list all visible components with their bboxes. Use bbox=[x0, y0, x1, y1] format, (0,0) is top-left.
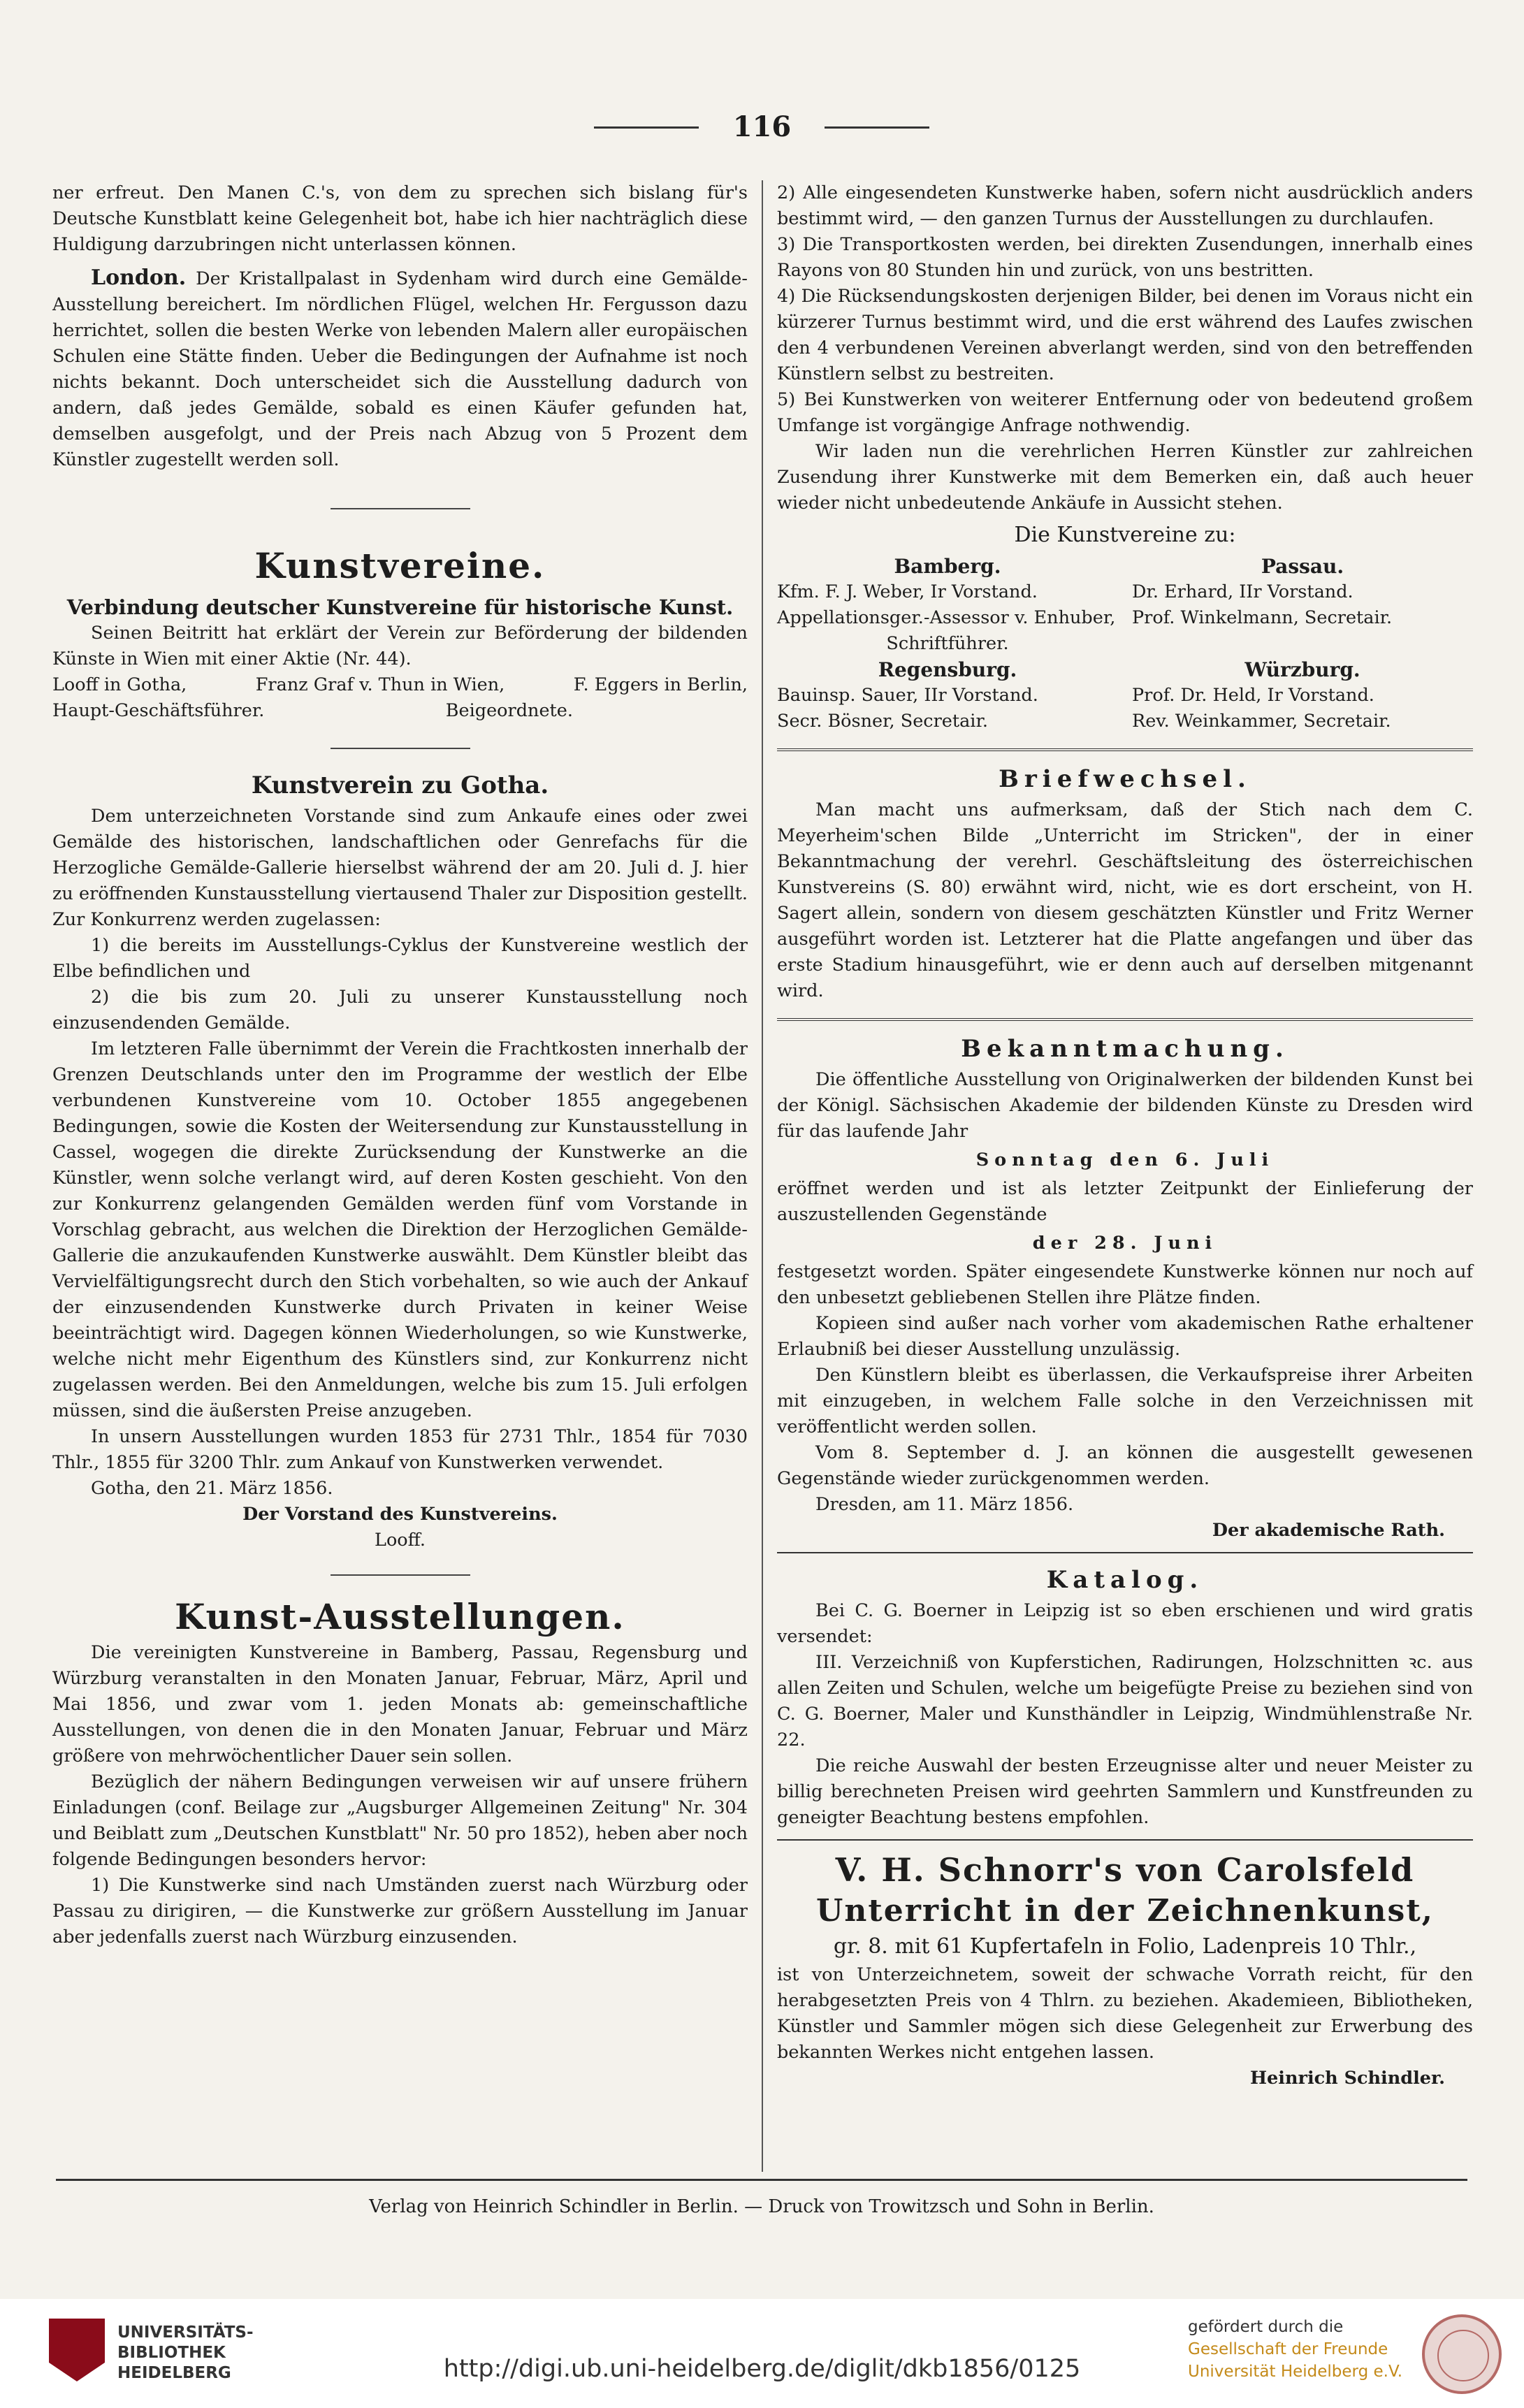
ka-list-2: 2) Alle eingesendeten Kunstwerke haben, sofern nicht ausdrücklich anders bestimmt wird, — den ganzen Turnus der Ausstellungen zu durchlaufen. bbox=[777, 182, 1473, 229]
regensburg-member-1: Bauinsp. Sauer, IIr Vorstand. bbox=[777, 685, 1038, 706]
katalog-paragraph-1: Bei C. G. Boerner in Leipzig ist so eben erschienen und wird gratis versendet: bbox=[777, 1600, 1473, 1647]
page-number: 116 bbox=[732, 110, 792, 143]
passau-member-2: Prof. Winkelmann, Secretair. bbox=[1132, 607, 1393, 628]
separator bbox=[331, 508, 470, 509]
ka-list-3: 3) Die Transportkosten werden, bei direkten Zusendungen, innerhalb eines Rayons von 80 Stunden hin und zurück, von uns bestritten. bbox=[777, 234, 1473, 281]
vereine-table bbox=[777, 553, 1473, 734]
separator-double bbox=[777, 748, 1473, 751]
bk-paragraph-4: Kopieen sind außer nach vorher vom akademischen Rathe erhaltener Erlaubniß bei dieser Ausstellung unzulässig. bbox=[777, 1313, 1473, 1360]
column-divider bbox=[762, 180, 763, 2172]
page-number-rule-right bbox=[825, 126, 929, 129]
library-name-line-3: HEIDELBERG bbox=[117, 2364, 231, 2382]
library-name-line-1: UNIVERSITÄTS- bbox=[117, 2323, 254, 2342]
signers-row bbox=[52, 672, 748, 698]
gotha-paragraph-2: Im letzteren Falle übernimmt der Verein die Frachtkosten innerhalb der Grenzen Deutschlands unter den im Programme der westlich der Elbe verbundenen Kunstvereine vom 10. October 1855 angegebenen Bedingungen, sowie die Kosten der Weitersendung zur Kunstausstellung in Cassel, wogegen die direkte Zurücksendung der Kunstwerke an die Künstler, wenn solche verlangt wird, auf deren Kosten geschieht. Von den zur Konkurrenz gelangenden Gemälden werden fünf vom Vorstande in Vorschlag gebracht, aus welchen die Direktion der Herzoglichen Gemälde-Gallerie die anzukaufenden Kunstwerke auswählt. Dem Künstler bleibt das Vervielfältigungsrecht durch den Stich vorbehalten, so wie auch der Ankauf der einzusendenden Kunstwerke durch Privaten in keiner Weise beeinträchtigt wird. Dagegen können Wiederholungen, so wie Kunstwerke, welche nicht mehr Eigenthum des Künstlers sind, zur Konkurrenz nicht zugelassen werden. Bei den Anmeldungen, welche bis zum 15. Juli erfolgen müssen, sind die äußersten Preise anzugeben. bbox=[52, 1038, 748, 1421]
role-haupt: Haupt-Geschäftsführer. bbox=[52, 700, 265, 721]
schnorr-title-1: V. H. Schnorr's von Carolsfeld bbox=[835, 1851, 1415, 1889]
ka-list-5: 5) Bei Kunstwerken von weiterer Entfernung oder von bedeutend großem Umfange ist vorgängige Anfrage nothwendig. bbox=[777, 389, 1473, 436]
city-regensburg: Regensburg. bbox=[878, 658, 1017, 681]
invitation-paragraph: Wir laden nun die verehrlichen Herren Künstler zur zahlreichen Zusendung ihrer Kunstwerke mit dem Bemerken ein, daß auch heuer wieder nicht unbedeutende Ankäufe in Aussicht stehen. bbox=[777, 441, 1473, 514]
gotha-paragraph-1: Dem unterzeichneten Vorstande sind zum Ankaufe eines oder zwei Gemälde des historischen, landschaftlichen oder Genrefachs für die Herzogliche Gemälde-Gallerie hierselbst während der am 20. Juli d. J. hier zu eröffnenden Kunstausstellung viertausend Thaler zur Disposition gestellt. Zur Konkurrenz werden zugelassen: bbox=[52, 806, 748, 930]
city-bamberg: Bamberg. bbox=[894, 555, 1001, 578]
separator bbox=[331, 1574, 470, 1576]
ka-list-1: 1) Die Kunstwerke sind nach Umständen zuerst nach Würzburg oder Passau zu dirigiren, — die Kunstwerke zur größern Ausstellung im Januar aber jedenfalls zuerst nach Würzburg einzusenden. bbox=[52, 1875, 748, 1948]
library-bar bbox=[0, 2299, 1524, 2408]
seal-inner-ring bbox=[1437, 2330, 1489, 2381]
gotha-list-2: 2) die bis zum 20. Juli zu unserer Kunstausstellung noch einzusendenden Gemälde. bbox=[52, 987, 748, 1033]
sponsor-line-3: Universität Heidelberg e.V. bbox=[1188, 2363, 1403, 2381]
ka-list-4: 4) Die Rücksendungskosten derjenigen Bilder, bei denen im Voraus nicht ein kürzerer Turnus bestimmt wird, und die erst während des Laufes zwischen den 4 verbundenen Vereinen abverlangt werden, sind von den betreffenden Künstlern selbst zu bestreiten. bbox=[777, 286, 1473, 384]
kunstvereine-zu: Die Kunstvereine zu: bbox=[1014, 523, 1236, 547]
role-beigeordnete: Beigeordnete. bbox=[445, 700, 573, 721]
briefwechsel-text: Man macht uns aufmerksam, daß der Stich nach dem C. Meyerheim'schen Bilde „Unterricht im Stricken", der in einer Bekanntmachung der verehrl. Geschäftsleitung des österreichischen Kunstvereins (S. 80) erwähnt wird, nicht, wie es dort erscheint, von H. Sagert allein, sondern von diesem geschätzten Künstler und Fritz Werner ausgeführt worden ist. Letzterer hat die Platte angefangen und über das erste Stadium hinausgeführt, wie er denn auch auf derselben mitgenannt wird. bbox=[777, 799, 1473, 1001]
gotha-date: Gotha, den 21. März 1856. bbox=[91, 1478, 333, 1499]
kunstausstellungen-title: Kunst-Ausstellungen. bbox=[175, 1596, 625, 1637]
bk-date-deadline: der 28. Juni bbox=[1032, 1233, 1218, 1254]
gotha-heading: Kunstverein zu Gotha. bbox=[251, 771, 549, 799]
bk-paragraph-3: festgesetzt worden. Später eingesendete Kunstwerke können nur noch auf den unbesetzt gebliebenen Stellen ihre Plätze finden. bbox=[777, 1261, 1473, 1308]
gotha-list-1: 1) die bereits im Ausstellungs-Cyklus der Kunstvereine westlich der Elbe befindlichen und bbox=[52, 935, 748, 982]
bk-paragraph-2: eröffnet werden und ist als letzter Zeitpunkt der Einlieferung der auszustellenden Gegenstände bbox=[777, 1178, 1473, 1225]
schnorr-subtitle: gr. 8. mit 61 Kupfertafeln in Folio, Ladenpreis 10 Thlr., bbox=[833, 1934, 1417, 1959]
separator-double bbox=[777, 1018, 1473, 1021]
publisher-footer: Verlag von Heinrich Schindler in Berlin. — Druck von Trowitzsch und Sohn in Berlin. bbox=[56, 2179, 1467, 2217]
bamberg-member-1: Kfm. F. J. Weber, Ir Vorstand. bbox=[777, 581, 1038, 602]
signers-roles bbox=[52, 698, 748, 724]
wuerzburg-member-1: Prof. Dr. Held, Ir Vorstand. bbox=[1132, 685, 1374, 706]
signer-thun: Franz Graf v. Thun in Wien, bbox=[255, 674, 505, 695]
regensburg-member-2: Secr. Bösner, Secretair. bbox=[777, 711, 988, 732]
verbindung-heading: Verbindung deutscher Kunstvereine für historische Kunst. bbox=[66, 595, 734, 619]
london-paragraph bbox=[52, 265, 748, 473]
kunstvereine-title: Kunstvereine. bbox=[254, 545, 546, 586]
separator bbox=[331, 748, 470, 749]
bamberg-member-role: Schriftführer. bbox=[886, 633, 1009, 654]
intro-paragraph: ner erfreut. Den Manen C.'s, von dem zu sprechen sich bislang für's Deutsche Kunstblatt keine Gelegenheit bot, habe ich hier nachträglich diese Huldigung darzubringen nicht unterlassen können. bbox=[52, 182, 748, 255]
bamberg-member-2: Appellationsger.-Assessor v. Enhuber, bbox=[777, 607, 1116, 628]
separator bbox=[777, 1839, 1473, 1841]
bekanntmachung-title: Bekanntmachung. bbox=[961, 1035, 1289, 1063]
gotha-signer-name: Looff. bbox=[375, 1530, 426, 1551]
signer-looff: Looff in Gotha, bbox=[52, 674, 187, 695]
bk-date: Dresden, am 11. März 1856. bbox=[815, 1494, 1074, 1515]
sponsor-line-1: gefördert durch die bbox=[1188, 2318, 1344, 2336]
london-heading: London. bbox=[91, 266, 187, 290]
university-seal-icon bbox=[1422, 2314, 1502, 2394]
gotha-paragraph-3: In unsern Ausstellungen wurden 1853 für 2731 Thlr., 1854 für 7030 Thlr., 1855 für 3200 Thlr. zum Ankauf von Kunstwerken verwendet. bbox=[52, 1426, 748, 1473]
sponsor-line-2: Gesellschaft der Freunde bbox=[1188, 2340, 1388, 2358]
bk-date-open: Sonntag den 6. Juli bbox=[975, 1149, 1275, 1170]
sponsor-text bbox=[1188, 2316, 1402, 2383]
katalog-paragraph-2: III. Verzeichniß von Kupferstichen, Radirungen, Holzschnitten ꝛc. aus allen Zeiten und Schulen, welche um beigefügte Preise zu beziehen sind von C. G. Boerner, Maler und Kunsthändler in Leipzig, Windmühlenstraße Nr. 22. bbox=[777, 1652, 1473, 1750]
permalink-url[interactable]: http://digi.ub.uni-heidelberg.de/diglit/dkb1856/0125 bbox=[443, 2355, 1081, 2383]
briefwechsel-title: Briefwechsel. bbox=[999, 765, 1251, 793]
bk-paragraph-6: Vom 8. September d. J. an können die ausgestellt gewesenen Gegenstände wieder zurückgenommen werden. bbox=[777, 1442, 1473, 1489]
gotha-signature: Der Vorstand des Kunstvereins. bbox=[242, 1504, 558, 1525]
schnorr-title-2: Unterricht in der Zeichnenkunst, bbox=[816, 1893, 1434, 1929]
right-column bbox=[777, 180, 1473, 2091]
ka-paragraph-2: Bezüglich der nähern Bedingungen verweisen wir auf unsere frühern Einladungen (conf. Beilage zur „Augsburger Allgemeinen Zeitung" Nr. 304 und Beiblatt zum „Deutschen Kunstblatt" Nr. 50 pro 1852), heben aber noch folgende Bedingungen besonders hervor: bbox=[52, 1771, 748, 1870]
bk-paragraph-1: Die öffentliche Ausstellung von Originalwerken der bildenden Kunst bei der Königl. Sächsischen Akademie der bildenden Künste zu Dresden wird für das laufende Jahr bbox=[777, 1069, 1473, 1142]
schnorr-paragraph: ist von Unterzeichnetem, soweit der schwache Vorrath reicht, für den herabgesetzten Preis von 4 Thlrn. zu beziehen. Akademieen, Bibliotheken, Künstler und Sammler mögen sich diese Gelegenheit zur Erwerbung des bekannten Werkes nicht entgehen lassen. bbox=[777, 1964, 1473, 2063]
bk-paragraph-5: Den Künstlern bleibt es überlassen, die Verkaufspreise ihrer Arbeiten mit einzugeben, in welchem Falle solche in den Verzeichnissen mit veröffentlicht werden sollen. bbox=[777, 1365, 1473, 1437]
bk-signature: Der akademische Rath. bbox=[1212, 1520, 1445, 1541]
city-wuerzburg: Würzburg. bbox=[1244, 658, 1360, 681]
city-passau: Passau. bbox=[1261, 555, 1344, 578]
katalog-paragraph-3: Die reiche Auswahl der besten Erzeugnisse alter und neuer Meister zu billig berechneten Preisen wird geehrten Sammlern und Kunstfreunden zu geneigter Beachtung bestens empfohlen. bbox=[777, 1755, 1473, 1828]
schnorr-signature: Heinrich Schindler. bbox=[1249, 2068, 1445, 2089]
signer-eggers: F. Eggers in Berlin, bbox=[573, 674, 748, 695]
passau-member-1: Dr. Erhard, IIr Vorstand. bbox=[1132, 581, 1354, 602]
library-name-line-2: BIBLIOTHEK bbox=[117, 2344, 226, 2362]
left-column bbox=[52, 180, 748, 1950]
london-text: Der Kristallpalast in Sydenham wird durch eine Gemälde-Ausstellung bereichert. Im nördlichen Flügel, welchen Hr. Fergusson dazu herrichtet, sollen die besten Werke von lebenden Malern aller europäischen Schulen eine Stätte finden. Ueber die Bedingungen der Aufnahme ist noch nichts bekannt. Doch unterscheidet sich die Ausstellung dadurch von andern, daß jedes Gemälde, sobald es einen Käufer gefunden hat, demselben ausgefolgt, und der Preis nach Abzug von 5 Prozent dem Künstler zugestellt werden soll. bbox=[52, 268, 748, 470]
ka-paragraph-1: Die vereinigten Kunstvereine in Bamberg, Passau, Regensburg und Würzburg veranstalten in den Monaten Januar, Februar, März, April und Mai 1856, und zwar vom 1. jeden Monats ab: gemeinschaftliche Ausstellungen, von denen die in den Monaten Januar, Februar und März größere von mehrwöchentlicher Dauer sein sollen. bbox=[52, 1642, 748, 1767]
verbindung-text: Seinen Beitritt hat erklärt der Verein zur Beförderung der bildenden Künste in Wien mit einer Aktie (Nr. 44). bbox=[52, 623, 748, 669]
katalog-title: Katalog. bbox=[1046, 1566, 1204, 1594]
wuerzburg-member-2: Rev. Weinkammer, Secretair. bbox=[1132, 711, 1391, 732]
separator bbox=[777, 1552, 1473, 1553]
